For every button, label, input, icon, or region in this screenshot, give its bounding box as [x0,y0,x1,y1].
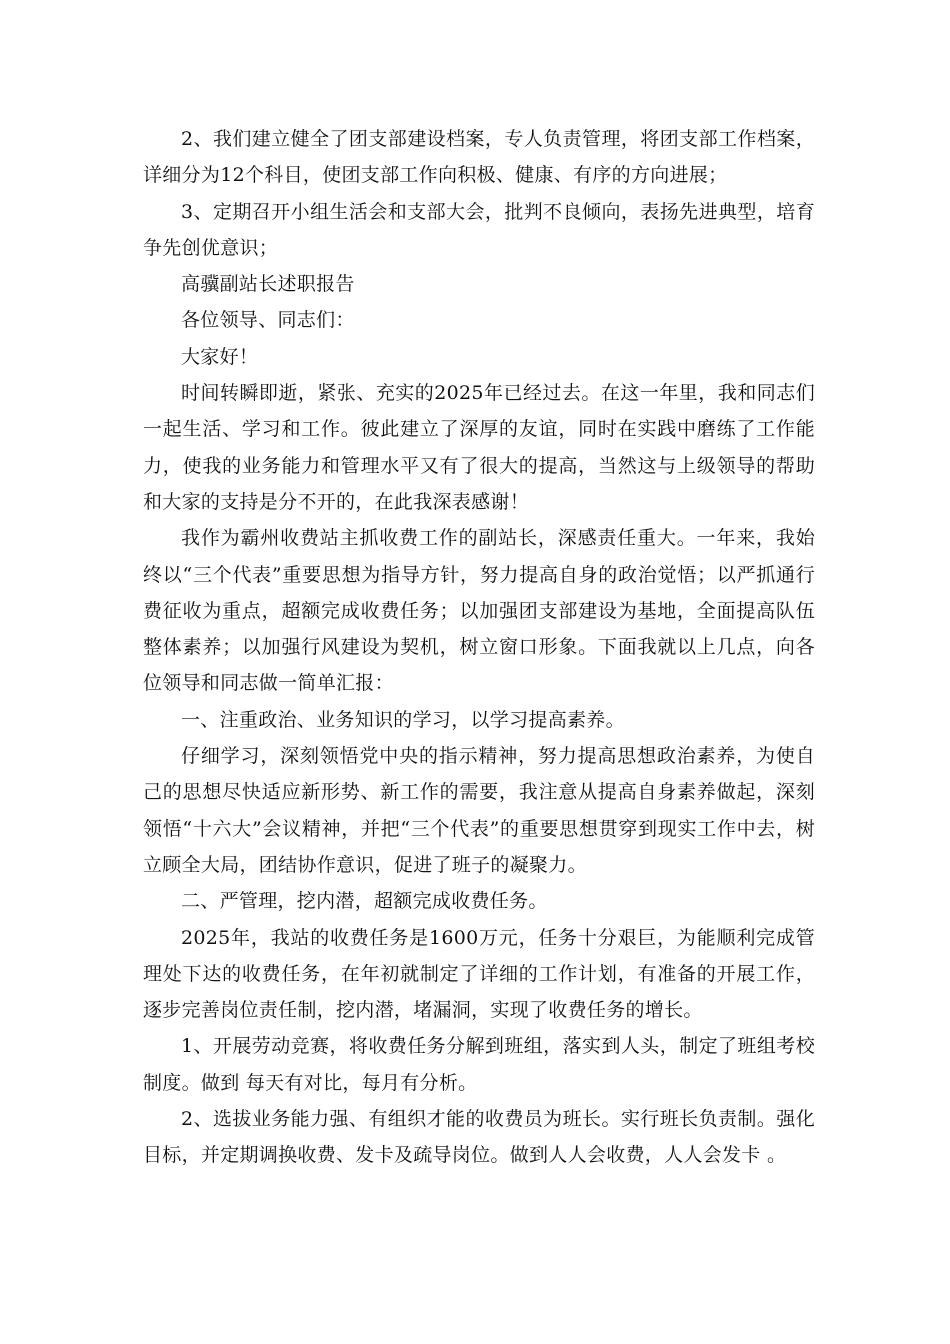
section-heading-1: 一、注重政治、业务知识的学习，以学习提高素养。 [181,708,625,731]
paragraph-meetings: 3、定期召开小组生活会和支部大会，批判不良倾向，表扬先进典型，培育争先创优意识； [143,200,815,259]
paragraph-archive: 2、我们建立健全了团支部建设档案，专人负责管理，将团支部工作档案，详细分为12个科目，使团支部工作向积极、健康、有序的方向进展； [143,128,815,187]
paragraph-overview: 我作为霸州收费站主抓收费工作的副站长，深感责任重大。一年来，我始终以“三个代表”重要思想为指导方针，努力提高自身的政治觉悟；以严抓通行费征收为重点，超额完成收费任务；以加强团支部建设为基地，全面提高队伍整体素养；以加强行风建设为契机，树立窗口形象。下面我就以上几点，向各位领导和同志做一简单汇报： [143,527,815,695]
section-heading-2: 二、严管理，挖内潜，超额完成收费任务。 [181,890,548,913]
paragraph-competition: 1、开展劳动竞赛，将收费任务分解到班组，落实到人头，制定了班组考校制度。做到 每天有对比，每月有分析。 [143,1035,815,1094]
report-title: 高骥副站长述职报告 [181,273,355,296]
paragraph-toll-task: 2025年，我站的收费任务是1600万元，任务十分艰巨，为能顺利完成管理处下达的收费任务，在年初就制定了详细的工作计划，有准备的开展工作，逐步完善岗位责任制，挖内潜，堵漏洞，实现了收费任务的增长。 [143,926,815,1022]
salutation: 各位领导、同志们： [181,309,355,332]
paragraph-intro: 时间转瞬即逝，紧张、充实的2025年已经过去。在这一年里，我和同志们一起生活、学习和工作。彼此建立了深厚的友谊，同时在实践中磨练了工作能力，使我的业务能力和管理水平又有了很大的提高，当然这与上级领导的帮助和大家的支持是分不开的，在此我深表感谢！ [143,382,815,513]
paragraph-study: 仔细学习，深刻领悟党中央的指示精神，努力提高思想政治素养，为使自己的思想尽快适应新形势、新工作的需要，我注意从提高自身素养做起，深刻领悟“十六大”会议精神，并把“三个代表”的重要思想贯穿到现实工作中去，树立顾全大局，团结协作意识，促进了班子的凝聚力。 [143,745,815,876]
document-body [143,121,815,1174]
greeting: 大家好！ [181,345,259,368]
paragraph-team-leader: 2、选拔业务能力强、有组织才能的收费员为班长。实行班长负责制。强化目标，并定期调换收费、发卡及疏导岗位。做到人人会收费，人人会发卡 。 [143,1108,815,1167]
